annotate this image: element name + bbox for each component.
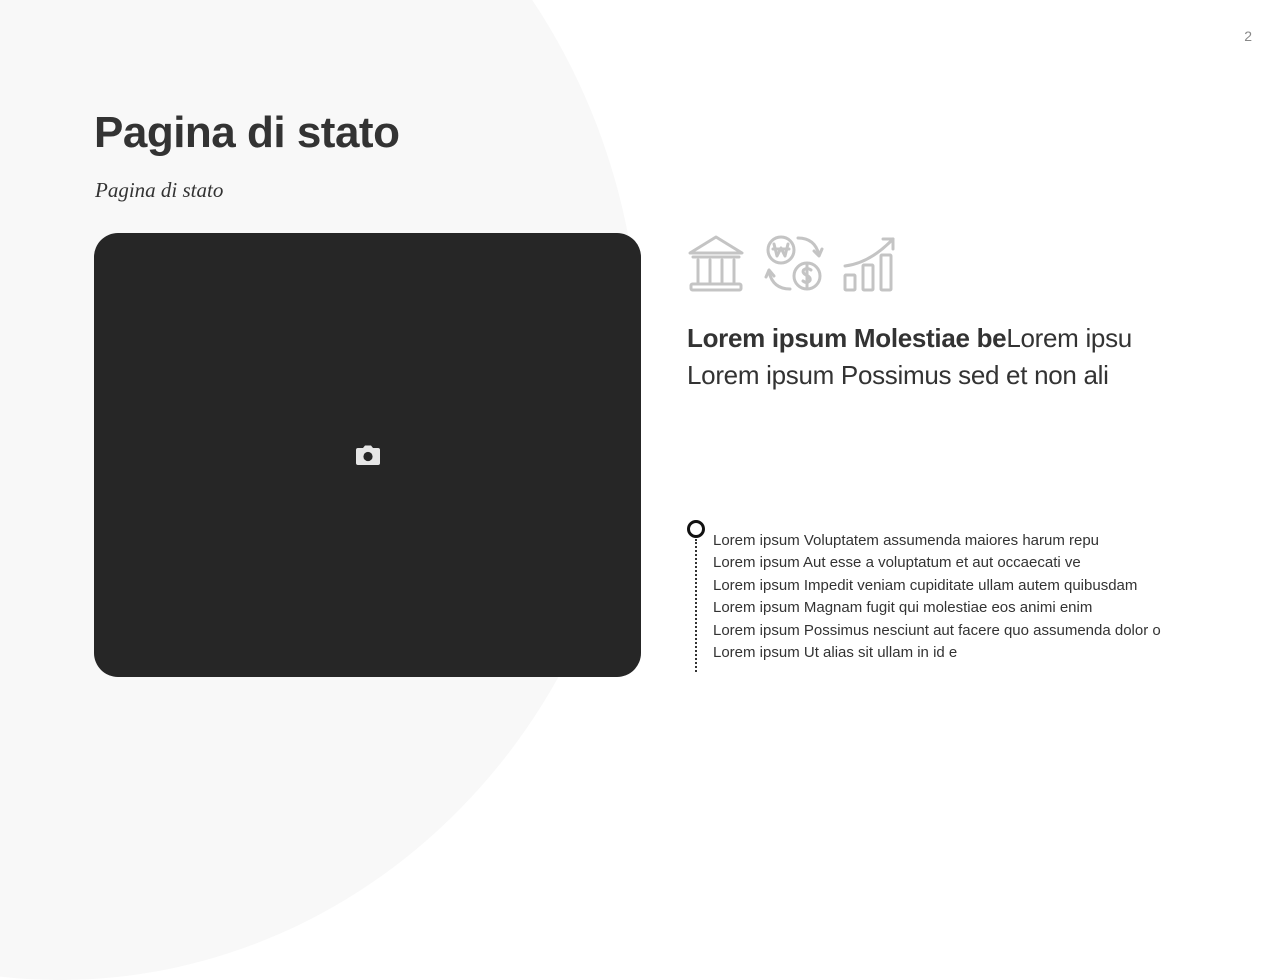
list-item: Lorem ipsum Magnam fugit qui molestiae eos animi enim xyxy=(713,599,1093,617)
headline-line-2: Lorem ipsum Possimus sed et non ali xyxy=(687,360,1109,390)
list-item: Lorem ipsum Possimus nesciunt aut facere quo assumenda dolor o xyxy=(713,621,1161,639)
page-title: Pagina di stato xyxy=(94,108,400,157)
detail-list xyxy=(713,530,1161,664)
timeline xyxy=(687,520,707,675)
page-number: 2 xyxy=(1244,28,1252,44)
timeline-dot xyxy=(687,520,705,538)
list-item: Lorem ipsum Ut alias sit ullam in id e xyxy=(713,644,958,662)
headline-rest: Lorem ipsu xyxy=(1006,323,1132,353)
camera-icon[interactable] xyxy=(356,445,380,465)
timeline-line xyxy=(695,539,697,672)
list-item: Lorem ipsum Aut esse a voluptatum et aut occaecati ve xyxy=(713,554,1081,572)
list-item: Lorem ipsum Impedit veniam cupiditate ullam autem quibusdam xyxy=(713,576,1138,594)
growth-chart-icon xyxy=(842,233,902,293)
headline xyxy=(687,320,1132,394)
headline-bold: Lorem ipsum Molestiae be xyxy=(687,323,1007,353)
headline-line-1 xyxy=(687,320,1132,357)
page-subtitle: Pagina di stato xyxy=(95,178,224,202)
list-item: Lorem ipsum Voluptatem assumenda maiores harum repu xyxy=(713,532,1100,549)
icon-row xyxy=(686,233,902,293)
bank-icon xyxy=(686,233,746,293)
image-placeholder[interactable] xyxy=(94,233,641,677)
currency-exchange-icon xyxy=(764,233,824,293)
